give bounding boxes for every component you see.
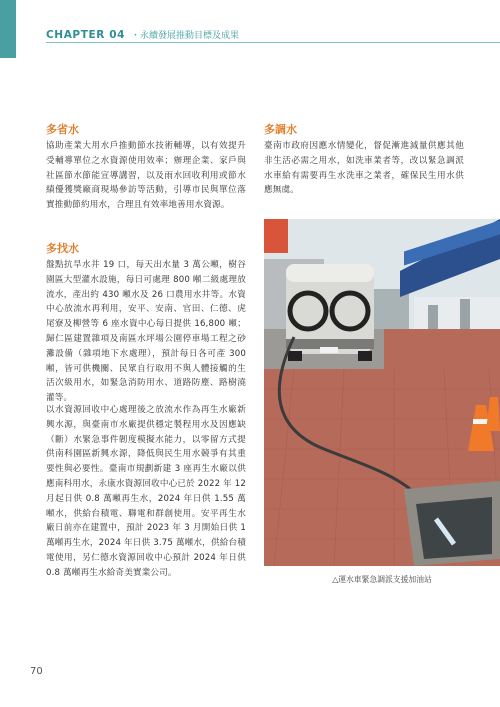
section-title-water-dispatch: 多調水 [264, 123, 297, 136]
section-body-water-saving: 協助產業大用水戶推動節水技術輔導，以有效提升受輔導單位之水資源使用效率；辦理企業、家戶與社區節水節能宣導講習，以及雨水回收利用或節水績優獲獎廠商現場參訪等活動，引導市民與單位落實推動節約用水，合理且有效率地善用水資源。 [46, 141, 246, 211]
section-body-water-finding-2: 以水資源回收中心處理後之放流水作為再生水廠新興水源，與臺南市水廠提供穩定製程用水及因應缺（斷）水緊急事件韌度模擬水能力，以零留方式提供南科園區新興水源，降低與民生用水競爭有其重要性與必要性。臺南市規劃新建 3 座再生水廠以供應南科用水，永康水資源回收中心已於 2022 年 12 月起日供 0.8 萬噸再生水，2024 年日供 1.55 萬噸水，供給台積電、聯電和群創使用。安平再生水廠日前亦在建置中，預計 2023 年 3 月開始日供 1 萬噸再生水，2024 年日供 3.75 萬噸水，供給台積電使用，另仁德水資源回收中心預計 2024 年日供 0.8 萬噸再生水給奇美實業公司。 [46, 405, 246, 578]
water-tanker-photo [264, 219, 500, 566]
chapter-color-tab [0, 0, 16, 58]
chapter-header [46, 28, 239, 41]
section-title-water-saving: 多省水 [46, 123, 79, 136]
photo-caption: △運水車緊急調派支援加油站 [332, 575, 432, 584]
page-number: 70 [30, 666, 43, 677]
chapter-subtitle: ・永續發展推動目標及成果 [131, 31, 240, 41]
chapter-label: CHAPTER 04 [46, 29, 126, 41]
section-body-water-finding-1: 盤點抗旱水井 19 口，每天出水量 3 萬公噸，樹谷園區大型灌水設施，每日可處理 800 噸二級處理放流水，產出約 430 噸水及 26 口農用水井等。水資中心放流水再利用，安平、安南、官田、仁德、虎尾寮及柳營等 6 座水資中心每日提供 16,800 噸；歸仁區建置雜項及南區水坪場公園停車場工程之砂灘設備（雜項地下水處理），預計每日各可產 300 噸，皆可供機關、民眾自行取用不與人體接觸的生活次級用水，如緊急消防用水、道路防塵、路樹澆灌等。 [46, 260, 246, 404]
section-title-water-finding: 多找水 [46, 242, 79, 255]
drain-pit-icon [404, 481, 500, 566]
section-body-water-dispatch: 臺南市政府因應水情變化，督促漸進減量供應其他非生活必需之用水，如洗車業者等，改以緊急調派水車給有需要再生水洗車之業者，確保民生用水供應無虞。 [264, 141, 464, 196]
water-tanker-illustration [264, 219, 500, 566]
water-tanker-truck-icon [286, 264, 374, 361]
header-divider [46, 42, 500, 43]
